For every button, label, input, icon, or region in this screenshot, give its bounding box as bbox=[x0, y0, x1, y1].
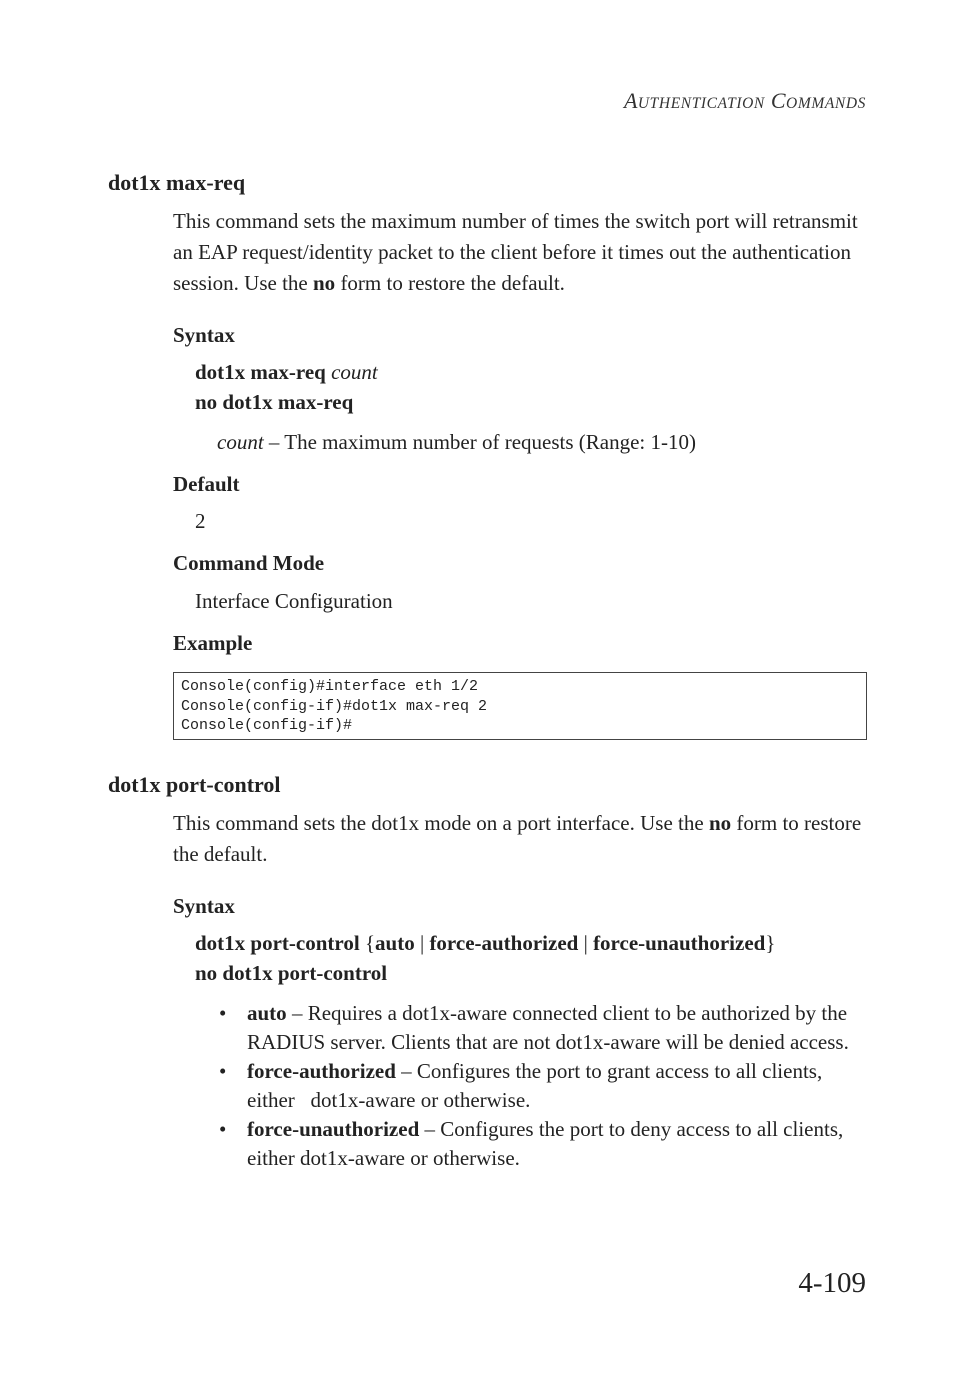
param-description bbox=[217, 427, 696, 458]
section-title-max-req: dot1x max-req bbox=[108, 170, 246, 195]
header-cap-a: A bbox=[623, 88, 638, 113]
running-header bbox=[624, 88, 866, 114]
page-number: 4-109 bbox=[798, 1267, 866, 1299]
desc-bold-no: no bbox=[708, 811, 732, 835]
command-mode-heading: Command Mode bbox=[173, 551, 325, 575]
list-item bbox=[219, 1115, 869, 1173]
syntax-no-command: no dot1x max-req bbox=[195, 390, 354, 414]
bullet-term: force-unauthorized bbox=[247, 1117, 420, 1141]
desc-text: This command sets the maximum number of times the switch port will retransmit an EAP request/identity packet to the client before it times out the authentication session. Use the bbox=[173, 209, 858, 295]
default-heading: Default bbox=[173, 472, 240, 496]
brace-open: { bbox=[359, 931, 376, 955]
bullet-text: – Configures the port to grant access to all clients, either dot1x-aware or otherwise. bbox=[247, 1059, 823, 1112]
bullet-term: auto bbox=[247, 1001, 287, 1025]
bullet-icon: • bbox=[219, 1001, 227, 1025]
syntax-param: count bbox=[331, 360, 378, 384]
code-line: Console(config-if)# bbox=[181, 717, 353, 734]
bullet-term: force-authorized bbox=[247, 1059, 396, 1083]
desc-text-end: form to restore the default. bbox=[335, 271, 565, 295]
code-example bbox=[173, 672, 867, 740]
brace-close: } bbox=[765, 931, 776, 955]
option-separator: | bbox=[414, 931, 430, 955]
option-list bbox=[219, 999, 869, 1173]
desc-text: This command sets the dot1x mode on a port interface. Use the bbox=[173, 811, 709, 835]
syntax-command-line bbox=[195, 928, 775, 958]
option-force-unauthorized: force-unauthorized bbox=[593, 931, 766, 955]
bullet-icon: • bbox=[219, 1117, 227, 1141]
param-text: – The maximum number of requests (Range: 1-10) bbox=[263, 430, 697, 454]
syntax-command: dot1x max-req bbox=[195, 360, 326, 384]
example-heading: Example bbox=[173, 631, 253, 655]
bullet-icon: • bbox=[219, 1059, 227, 1083]
option-force-authorized: force-authorized bbox=[429, 931, 579, 955]
list-item bbox=[219, 999, 869, 1057]
syntax-no-command: no dot1x port-control bbox=[195, 961, 388, 985]
code-line: Console(config-if)#dot1x max-req 2 bbox=[181, 697, 488, 715]
syntax-heading: Syntax bbox=[173, 323, 235, 347]
syntax-command-line bbox=[195, 357, 378, 387]
bullet-text: – Configures the port to deny access to all clients, either dot1x-aware or otherwise. bbox=[247, 1117, 844, 1170]
default-value: 2 bbox=[195, 509, 206, 533]
section-description-port-control bbox=[173, 808, 867, 870]
section-description-max-req bbox=[173, 206, 873, 299]
header-word-1: UTHENTICATION bbox=[637, 95, 765, 112]
list-item bbox=[219, 1057, 869, 1115]
section-title-port-control: dot1x port-control bbox=[108, 772, 281, 797]
desc-text-end: form to restore the default. bbox=[173, 811, 862, 866]
bullet-text: – Requires a dot1x-aware connected client to be authorized by the RADIUS server. Clients that are not dot1x-aware will be denied access. bbox=[247, 1001, 849, 1054]
code-line: Console(config)#interface eth 1/2 bbox=[181, 678, 479, 695]
option-auto: auto bbox=[375, 931, 415, 955]
header-word-2: OMMANDS bbox=[786, 95, 866, 112]
syntax-heading: Syntax bbox=[173, 894, 235, 918]
header-cap-c: C bbox=[770, 88, 787, 113]
option-separator: | bbox=[578, 931, 594, 955]
syntax-command: dot1x port-control bbox=[195, 931, 360, 955]
command-mode-value: Interface Configuration bbox=[195, 589, 393, 613]
param-name: count bbox=[217, 430, 264, 454]
desc-bold-no: no bbox=[313, 271, 336, 295]
